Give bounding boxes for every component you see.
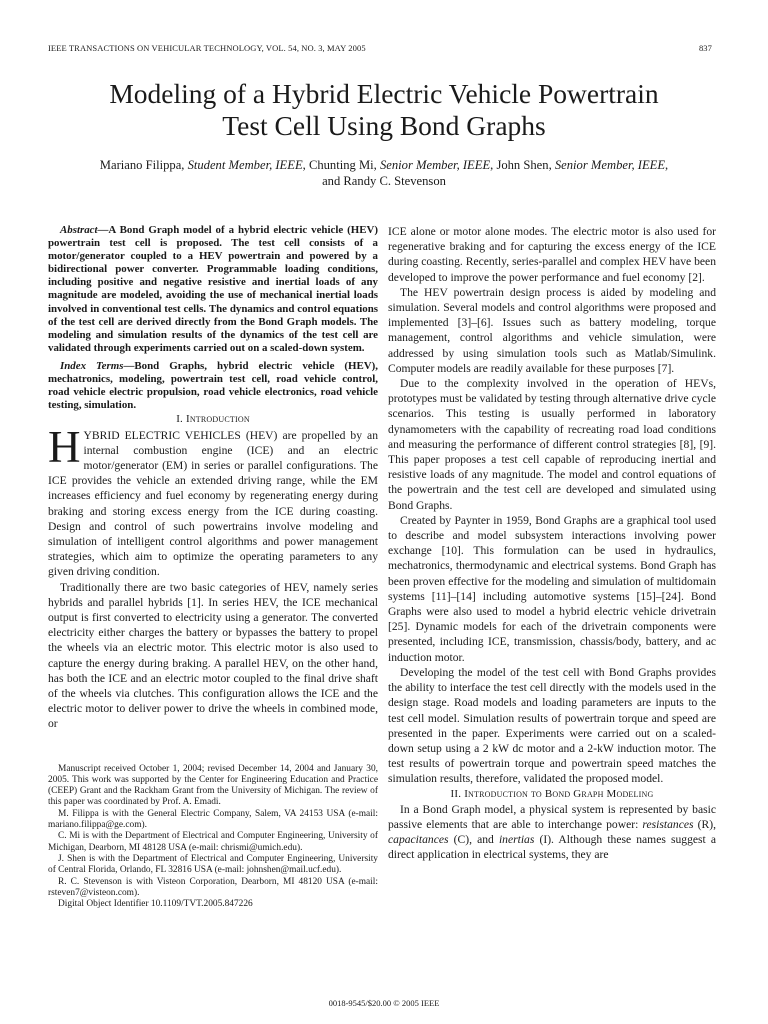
section-2-title: Introduction to Bond Graph Modeling <box>464 787 654 800</box>
drop-cap: H <box>48 421 81 472</box>
author-2-role: Senior Member, IEEE <box>379 158 491 172</box>
abstract-label: Abstract <box>60 224 98 236</box>
p6-part-a: In a Bond Graph model, a physical system is represented by basic passive elements that are able to interchange power: <box>388 802 716 831</box>
page-number: 837 <box>698 43 712 53</box>
index-terms <box>48 360 378 412</box>
intro-p1-text: YBRID ELECTRIC VEHICLES (HEV) are propelled by an internal combustion engine (ICE) and an electric motor/generator (EM) in series or parallel configurations. The ICE provides the vehicle an extended driving range, while the EM increases efficiency and fuel economy by regenerating energy during braking and storing excess energy from the ICE during coasting. Design and control of such powertrains involve modeling and simulation of intelligent control algorithms and power management strategies, which aim to optimize the operating parameters to any given driving condition. <box>48 428 378 579</box>
author-3-role: Senior Member, IEEE <box>554 158 666 172</box>
author-2-name: Chunting Mi <box>308 158 374 172</box>
section-2-number: II. <box>450 787 462 800</box>
abstract-text: —A Bond Graph model of a hybrid electric vehicle (HEV) powertrain test cell is proposed. The test cell consists of a motor/generator coupled to a HEV powertrain and powered by a bidirectional power converter. Programmable loading conditions, including positive and negative resistive and inertial loads of any magnitude are modeled, avoiding the use of mechanical inertial loads involved in conventional test cells. The dynamics and control equations of the test cell are derived directly from the Bond Graph models. The modeling and simulation results of the dynamics of the test cell are validated through experiments carried out on a scaled-down system. <box>48 224 378 354</box>
right-paragraph-3: Due to the complexity involved in the operation of HEVs, prototypes must be validated by testing through alternative drive cycle scenarios. This testing is usually performed in laboratory dynamometers with the capability of recreating road load conditions and measuring the performance of different control strategies [8], [9]. This paper proposes a test cell capable of reproducing inertial and resistive loads of any magnitude. The model and control equations of the powertrain and the test cell are developed and simulated using Bond Graphs. <box>388 377 716 512</box>
footnote-doi: Digital Object Identifier 10.1109/TVT.2005.847226 <box>58 899 253 910</box>
term-inertias: inertias <box>498 833 535 847</box>
intro-paragraph-2: Traditionally there are two basic categories of HEV, namely series hybrids and parallel hybrids [1]. In series HEV, the ICE mechanical output is first converted to electricity using a generator. The converted electricity either charges the battery or bypasses the battery to propel the wheels via an electric motor. This electric motor is also used to capture the energy during braking. A parallel HEV, on the other hand, has both the ICE and an electric motor coupled to the final drive shaft of the wheels via clutches. This configuration allows the ICE and the electric motor to deliver power to drive the wheels in combined mode, or <box>48 580 378 731</box>
footnote-shen: J. Shen is with the Department of Electrical and Computer Engineering, University of Central Florida, Orlando, FL 32816 USA (e-mail: johnshen@mail.ucf.edu). <box>48 853 378 876</box>
journal-info: IEEE TRANSACTIONS ON VEHICULAR TECHNOLOGY, VOL. 54, NO. 3, MAY 2005 <box>48 43 366 53</box>
author-4: and Randy C. Stevenson <box>322 174 446 188</box>
author-list: Mariano Filippa, Student Member, IEEE, Chunting Mi, Senior Member, IEEE, John Shen, Senior Member, IEEE, and Randy C. Stevenson <box>99 158 669 188</box>
p6-part-b: (R), <box>693 817 716 831</box>
section-1-heading <box>48 412 378 427</box>
section-2-heading <box>388 787 716 802</box>
footnote-mi: C. Mi is with the Department of Electrical and Computer Engineering, University of Michigan, Dearborn, MI 48128 USA (e-mail: chrismi@umich.edu). <box>48 831 378 853</box>
abstract <box>48 224 378 355</box>
term-resistances: resistances <box>642 817 694 831</box>
left-column <box>48 224 378 910</box>
author-1-name: Mariano Filippa <box>99 158 182 172</box>
title-line-2: Test Cell Using Bond Graphs <box>222 110 546 141</box>
footnote-stevenson: R. C. Stevenson is with Visteon Corporation, Dearborn, MI 48120 USA (e-mail: rsteven7@visteon.com). <box>48 876 378 898</box>
paper-title <box>0 78 768 142</box>
copyright-footer: 0018-9545/$20.00 © 2005 IEEE <box>328 998 440 1008</box>
footnote-filippa: M. Filippa is with the General Electric Company, Salem, VA 24153 USA (e-mail: mariano.filippa@ge.com). <box>48 808 378 831</box>
running-head <box>48 43 712 53</box>
title-line-1: Modeling of a Hybrid Electric Vehicle Powertrain <box>109 78 659 109</box>
p6-part-d: (I). Although these names suggest a direct application in electrical systems, they are <box>388 833 716 862</box>
right-paragraph-6 <box>388 802 716 863</box>
right-paragraph-1: ICE alone or motor alone modes. The electric motor is also used for regenerative braking and for capturing the excess energy of the ICE during coasting. Recently, series-parallel and complex HEV have been developed to improve the power performance and fuel economy [2]. <box>388 225 716 284</box>
section-1-number: I. <box>176 413 184 426</box>
intro-paragraph-1 <box>48 421 378 580</box>
p6-part-c: (C), and <box>448 833 499 847</box>
section-1-title: Introduction <box>185 413 250 426</box>
term-capacitances: capacitances <box>388 833 449 847</box>
right-column <box>388 224 716 863</box>
right-paragraph-2: The HEV powertrain design process is aided by modeling and simulation. Several models and control algorithms were proposed and implemented [3]–[6]. Issues such as battery modeling, torque management, control algorithms and vehicle simulation, were addressed by using simulation tools such as Matlab/Simulink. Computer models are readily available for these purposes [7]. <box>388 285 716 375</box>
footnotes <box>48 764 378 911</box>
author-1-role: Student Member, IEEE <box>187 158 303 172</box>
right-paragraph-4: Created by Paynter in 1959, Bond Graphs are a graphical tool used to describe and model subsystem interactions involving power exchange [10]. This formulation can be used in hydraulics, mechatronics, thermodynamic and electrical systems. Bond Graph has been proven effective for the modeling and simulation of multidomain systems [11]–[14] including automotive systems [15]–[24]. Bond Graphs were also used to model a hybrid electric vehicle drivetrain [25]. Dynamic models for each of the drivetrain components were presented, including ICE, transmission, chassis/body, battery, and ac induction motor. <box>388 513 716 664</box>
index-terms-text: —Bond Graphs, hybrid electric vehicle (HEV), mechatronics, modeling, powertrain test cell, road vehicle control, road vehicle electric propulsion, road vehicle electronics, road vehicle testing, simulation. <box>48 359 378 412</box>
right-paragraph-5: Developing the model of the test cell with Bond Graphs provides the ability to interface the test cell directly with the models used in the design stage. Road models and loading parameters are inputs to the test cell model. Simulation results of powertrain torque and speed are presented in the paper. Experiments were carried out on a scaled-down setup using a 2 kW dc motor and a 2-kW induction motor. The test results of powertrain torque and powertrain speed matches the simulation results, therefore, validated the proposed model. <box>388 665 716 786</box>
footnote-manuscript: Manuscript received October 1, 2004; revised December 14, 2004 and January 30, 2005. This work was supported by the Center for Engineering Education and Practice (CEEP) Grant and the Rackham Grant from the University of Michigan. The review of this paper was coordinated by Prof. A. Emadi. <box>48 763 378 808</box>
index-terms-label: Index Terms <box>60 359 124 372</box>
author-3-name: John Shen <box>496 158 549 172</box>
